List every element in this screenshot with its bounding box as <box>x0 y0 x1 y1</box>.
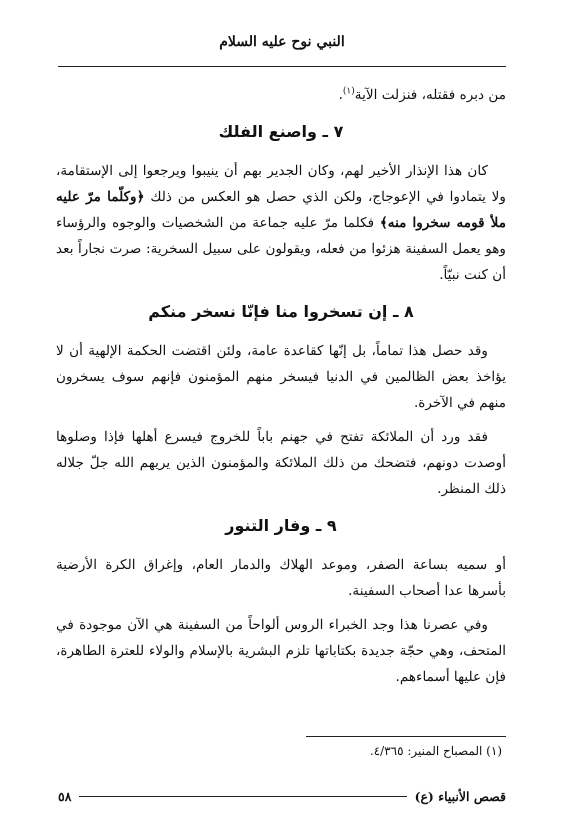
section-heading-9: ٩ ـ وفار التنور <box>225 516 337 535</box>
header-rule <box>58 66 506 67</box>
page-footer <box>58 786 506 806</box>
paragraph-8-1: وقد حصل هذا تماماً، بل إنّها كقاعدة عامة، ولئن اقتضت الحكمة الإلهية أن لا يؤاخذ بعض الظالمين في الدنيا فيسخر منهم المؤمنون فإنهم سوف يسخرون منهم في الآخرة. <box>56 343 506 411</box>
footnote: (١) المصباح المنير: ٤/٣٦٥. <box>369 744 502 758</box>
paragraph-text: كان هذا الإنذار الأخير لهم، وكان الجدير بهم أن ينيبوا ويرجعوا إلى الإستقامة، ولا يتمادوا في الإعوجاج، ولكن الذي حصل هو العكس من ذلك <box>56 163 506 205</box>
footnote-ref: (١) <box>342 86 355 97</box>
section-heading-8: ٨ ـ إن تسخروا منا فإنّا نسخر منكم <box>148 302 414 321</box>
running-header: النبي نوح عليه السلام <box>219 34 345 50</box>
paragraph-7-1 <box>56 158 506 288</box>
footer-rule <box>79 796 406 797</box>
paragraph-text: فكلما مرّ عليه جماعة من الشخصيات والوجوه والرؤساء وهو يعمل السفينة هزئوا من فعله، ويقولون على سبيل السخرية: صرت نجاراً بعد أن كنت نبيّاً. <box>56 215 506 283</box>
paragraph-text: من دبره فقتله، فنزلت الآية <box>354 87 506 103</box>
paragraph-continuation: من دبره فقتله، فنزلت الآية$^{(١)}$. <box>338 86 506 103</box>
page-body <box>56 82 506 698</box>
footnote-rule <box>306 736 506 737</box>
paragraph-8-2: فقد ورد أن الملائكة تفتح في جهنم باباً للخروج فيسرع أهلها فإذا وصلوها أوصدت دونهم، فتضحك من ذلك الملائكة والمؤمنون الذين يريهم الله جلّ جلاله ذلك المنظر. <box>56 429 506 497</box>
page-number: ٥٨ <box>58 788 72 804</box>
section-heading-7: ٧ ـ واصنع الفلك <box>218 122 344 141</box>
paragraph-9-2: وفي عصرنا هذا وجد الخبراء الروس ألواحاً من السفينة هي الآن موجودة في المتحف، وهي حجّة جديدة بكتاباتها تلزم البشرية بالإسلام والولاء للعترة الطاهرة، فإن عليها أسماءهم. <box>56 617 506 685</box>
footer-book-title: قصص الأنبياء (ع) <box>414 788 506 804</box>
paragraph-9-1: أو سميه بساعة الصفر، وموعد الهلاك والدمار العام، وإغراق الكرة الأرضية بأسرها عدا أصحاب السفينة. <box>56 557 506 599</box>
quran-verse: ﴿وكلّما مرّ عليه ملأ قومه سخروا منه﴾ <box>56 189 507 231</box>
